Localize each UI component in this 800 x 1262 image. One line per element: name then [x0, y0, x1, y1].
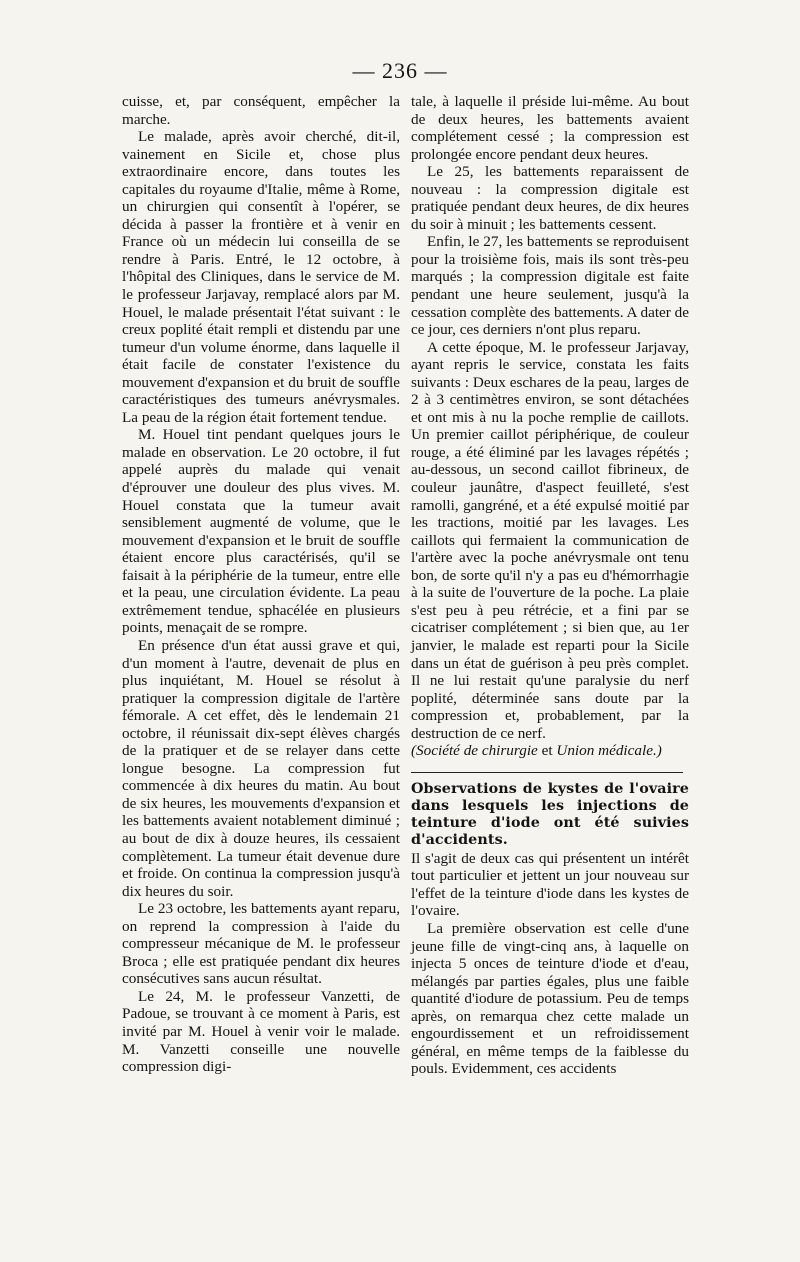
- section-heading: Observations de kystes de l'ovaire dans lesquels les injections de teinture d'iode ont été suivies d'accidents.: [411, 780, 689, 848]
- paragraph: M. Houel tint pendant quelques jours le malade en observation. Le 20 octobre, il fut appelé auprès du malade qui venait d'éprouver une douleur des plus vives. M. Houel constata que la tumeur avait sensiblement augmenté de volume, que le mouvement d'expansion et le bruit de souffle étaient encore plus caractérisés, qu'il se faisait à la périphérie de la tumeur, entre elle et la peau, une circulation évidente. La peau extrêmement tendue, sphacélée en plusieurs points, menaçait de se rompre.: [122, 426, 400, 637]
- paragraph: La première observation est celle d'une jeune fille de vingt-cinq ans, à laquelle on injecta 5 onces de teinture d'iode et d'eau, mélangés par parties égales, plus une faible quantité d'iodure de potassium. Peu de temps après, on remarqua chez cette malade un engourdissement et un refroidissement général, en même temps de la faiblesse du pouls. Evidemment, ces accidents: [411, 919, 689, 1078]
- page-number: — 236 —: [352, 58, 448, 83]
- source-citation: Union médicale.): [556, 742, 662, 760]
- paragraph: Le 23 octobre, les battements ayant reparu, on reprend la compression à l'aide du compresseur mécanique de M. le professeur Broca ; elle est pratiquée pendant dix heures consécutives sans aucun résultat.: [122, 900, 400, 988]
- paragraph: cuisse, et, par conséquent, empêcher la marche.: [122, 93, 400, 128]
- source-citation-joiner: et: [541, 742, 553, 760]
- paragraph: Le malade, après avoir cherché, dit-il, vainement en Sicile et, chose plus extraordinaire encore, dans toutes les capitales du royaume d'Italie, même à Rome, un chirurgien qui consentît à l'opérer, se décida à passer la frontière et à venir en France où un médecin lui conseilla de se rendre à Paris. Entré, le 12 octobre, à l'hôpital des Cliniques, dans le service de M. le professeur Jarjavay, remplacé alors par M. Houel, le malade présentait l'état suivant : le creux poplité était rempli et distendu par une tumeur d'un volume énorme, dans laquelle il était facile de constater l'existence du mouvement d'expansion et du bruit de souffle caractéristiques des tumeurs anévrysmales. La peau de la région était fortement tendue.: [122, 128, 400, 426]
- right-column: [411, 93, 689, 1078]
- section-divider: [411, 772, 683, 773]
- paragraph: tale, à laquelle il préside lui-même. Au bout de deux heures, les battements avaient complétement cessé ; la compression est prolongée encore pendant deux heures.: [411, 93, 689, 163]
- paragraph: Enfin, le 27, les battements se reproduisent pour la troisième fois, mais ils sont très-peu marqués ; la compression digitale est faite pendant une heure seulement, jusqu'à la cessation complète des battements. A dater de ce jour, ces derniers n'ont plus reparu.: [411, 233, 689, 339]
- paragraph: Le 24, M. le professeur Vanzetti, de Padoue, se trouvant à ce moment à Paris, est invité par M. Houel à venir voir le malade. M. Vanzetti conseille une nouvelle compression digi-: [122, 987, 400, 1076]
- paragraph: [411, 339, 689, 760]
- paragraph-text: A cette époque, M. le professeur Jarjavay, ayant repris le service, constata les faits suivants : Deux eschares de la peau, larges de 2 à 3 centimètres environ, se sont détachées et ont mis à nu la poche remplie de caillots. Un premier caillot périphérique, de couleur rouge, a été éliminé par les lavages répétés ; au-dessous, un second caillot fibrineux, de couleur jaunâtre, d'aspect feuilleté, s'est ramolli, gangréné, et a été expulsé moitié par les tractions, moitié par les lavages. Les caillots qui fermaient la communication de l'artère avec la poche anévrysmale ont tenu bon, de sorte qu'il n'y a pas eu d'hémorrhagie à la suite de l'ouverture de la poche. La plaie s'est peu à peu rétrécie, et a fini par se cicatriser complétement ; si bien que, au: [411, 338, 689, 637]
- paragraph: Il s'agit de deux cas qui présentent un intérêt tout particulier et jettent un jour nouveau sur l'effet de la teinture d'iode dans les kystes de l'ovaire.: [411, 849, 689, 920]
- left-column: [122, 93, 400, 1076]
- paragraph: En présence d'un état aussi grave et qui, d'un moment à l'autre, devenait de plus en plus inquiétant, M. Houel se résolut à pratiquer la compression digitale de l'artère fémorale. A cet effet, dès le lendemain 21 octobre, il réunissait dix-sept élèves chargés de la pratiquer et de se relayer dans cette longue besogne. La compression fut commencée à dix heures du matin. Au bout de six heures, les mouvements d'expansion et les battements avaient notablement diminué ; au bout de dix à douze heures, ils cessaient complètement. La tumeur était devenue dure et froide. On continua la compression jusqu'à dix heures du soir.: [122, 636, 400, 900]
- paragraph-text: janvier, le malade est reparti pour la Sicile dans un état de guérison à peu près complet. Il ne lui restait qu'une paralysie du nerf poplité, déterminée sans doute par la compression et, probablement, par la destruction de ce nerf.: [411, 636, 689, 742]
- paragraph: Le 25, les battements reparaissent de nouveau : la compression digitale est pratiquée pendant deux heures, de dix heures du soir à minuit ; les battements cessent.: [411, 163, 689, 233]
- date-ordinal: 1er: [669, 619, 689, 637]
- source-citation: (Société de chirurgie: [411, 742, 538, 760]
